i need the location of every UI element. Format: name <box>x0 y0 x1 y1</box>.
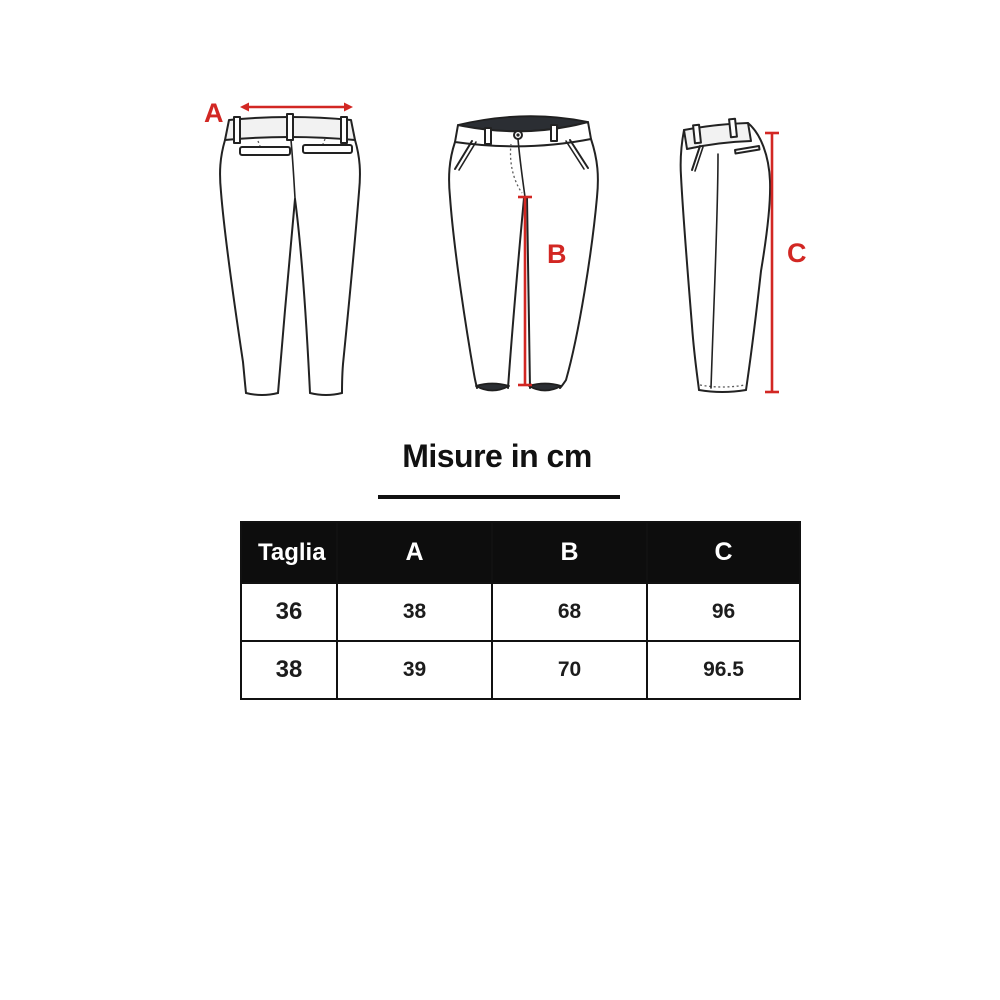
measure-line-c <box>765 133 779 392</box>
back-pocket-left <box>240 147 290 155</box>
cell-measure-b: 68 <box>492 583 647 641</box>
size-row-38 <box>241 641 800 699</box>
measure-arrow-a <box>240 103 353 112</box>
cell-size: 36 <box>241 583 337 641</box>
title-underline <box>378 495 620 499</box>
pants-front-view-drawing <box>441 92 605 418</box>
column-header-b: B <box>492 522 647 583</box>
cell-measure-c: 96 <box>647 583 800 641</box>
column-header-c: C <box>647 522 800 583</box>
column-header-a: A <box>337 522 492 583</box>
cell-measure-a: 38 <box>337 583 492 641</box>
size-row-36 <box>241 583 800 641</box>
front-pocket-left <box>455 141 472 169</box>
cell-measure-b: 70 <box>492 641 647 699</box>
page-title: Misure in cm <box>402 438 592 474</box>
cell-measure-c: 96.5 <box>647 641 800 699</box>
measure-label-c: C <box>787 238 807 268</box>
size-table <box>240 521 801 700</box>
hem-left <box>476 384 509 391</box>
cell-size: 38 <box>241 641 337 699</box>
cell-measure-a: 39 <box>337 641 492 699</box>
pants-back-view-drawing <box>213 92 377 418</box>
column-header-taglia: Taglia <box>241 522 337 583</box>
measure-label-a: A <box>204 98 224 128</box>
size-table-header-row <box>241 522 800 583</box>
measure-label-b: B <box>547 239 567 269</box>
back-pocket-right <box>303 145 352 153</box>
front-pocket-right <box>570 140 588 168</box>
back-pocket <box>735 146 760 154</box>
hem-right <box>529 384 561 391</box>
